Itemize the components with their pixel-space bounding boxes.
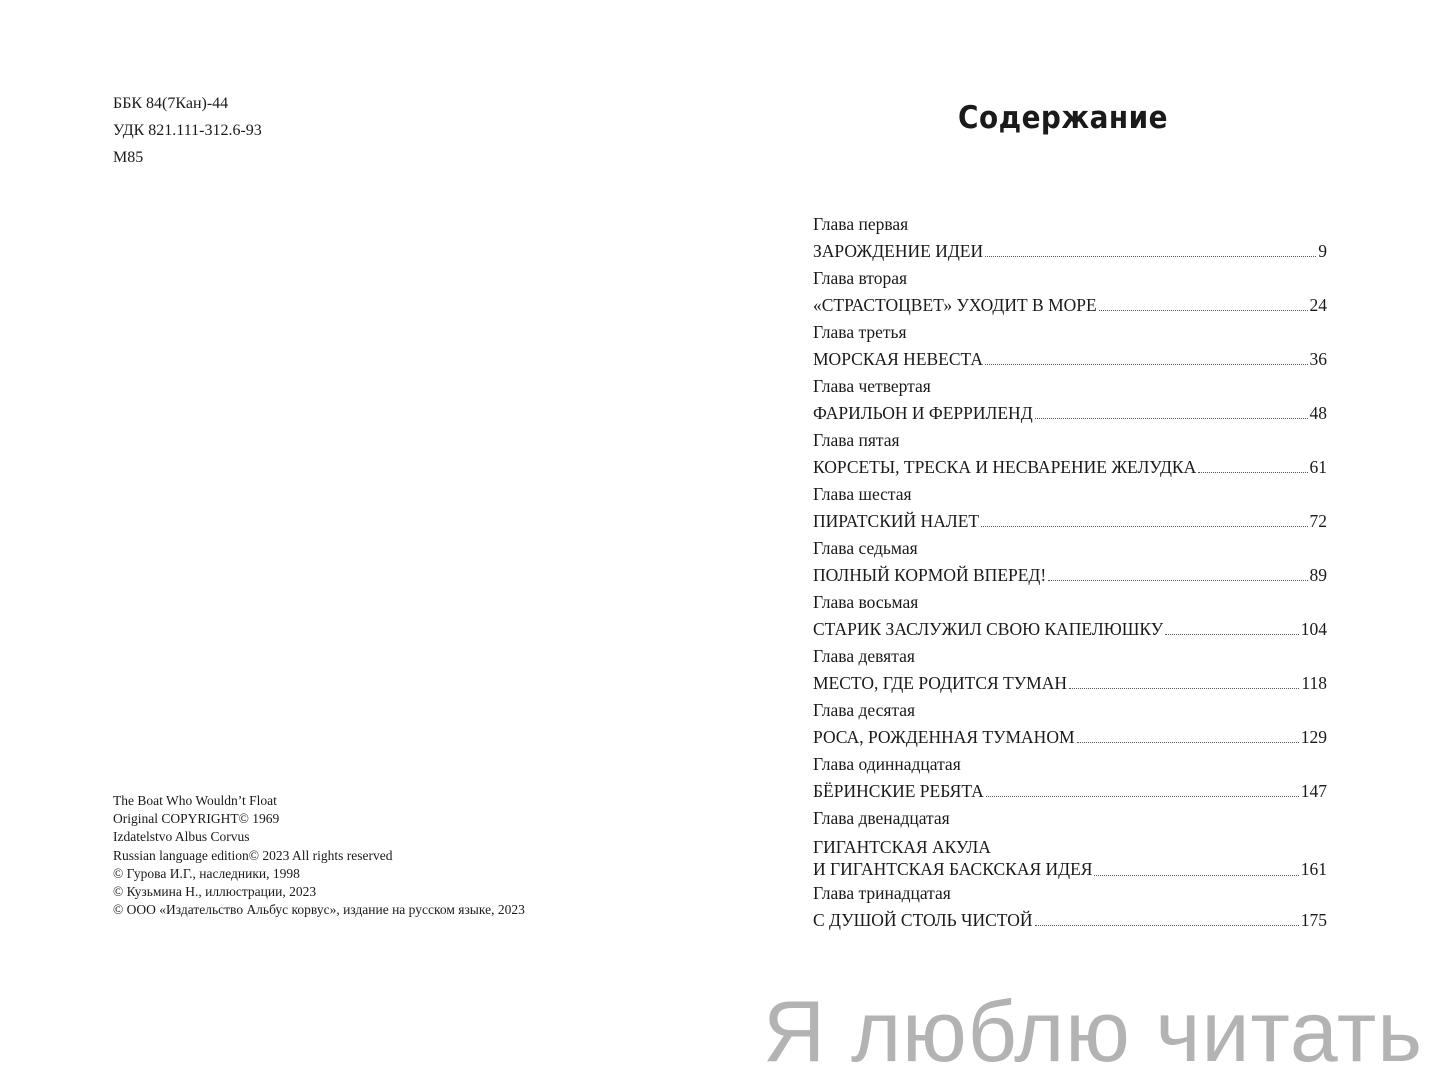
copyright-line: © Гурова И.Г., наследники, 1998	[113, 865, 300, 881]
copyright-block	[113, 792, 525, 919]
toc-entry	[813, 481, 1327, 535]
chapter-title: ПОЛНЫЙ КОРМОЙ ВПЕРЕД!	[813, 565, 1047, 585]
dot-leader	[985, 363, 1308, 365]
chapter-title: «СТРАСТОЦВЕТ» УХОДИТ В МОРЕ	[813, 295, 1097, 315]
dot-leader	[1035, 417, 1308, 419]
page-number: 147	[1300, 781, 1327, 801]
table-of-contents	[813, 211, 1327, 934]
chapter-title: РОСА, РОЖДЕННАЯ ТУМАНОМ	[813, 727, 1075, 747]
chapter-title: ПИРАТСКИЙ НАЛЕТ	[813, 511, 980, 531]
toc-entry	[813, 265, 1327, 319]
toc-line	[813, 346, 1327, 373]
chapter-label: Глава двенадцатая	[813, 808, 950, 828]
chapter-title: МЕСТО, ГДЕ РОДИТСЯ ТУМАН	[813, 673, 1067, 693]
chapter-title: ГИГАНТСКАЯ АКУЛА И ГИГАНТСКАЯ БАСКСКАЯ ИДЕЯ	[813, 837, 1093, 879]
chapter-label: Глава девятая	[813, 646, 915, 666]
copyright-line: Izdatelstvo Albus Corvus	[113, 829, 250, 845]
contents-heading: Содержание	[958, 100, 1168, 136]
page-number: 61	[1309, 457, 1327, 477]
toc-entry	[813, 880, 1327, 934]
page-number: 72	[1309, 511, 1327, 531]
toc-entry	[813, 535, 1327, 589]
chapter-label: Глава одиннадцатая	[813, 754, 961, 774]
dot-leader	[1099, 309, 1308, 311]
toc-line	[813, 238, 1327, 265]
dot-leader	[1077, 741, 1299, 743]
toc-line	[813, 724, 1327, 751]
dot-leader	[985, 255, 1316, 257]
copyright-line: © ООО «Издательство Альбус корвус», издание на русском языке, 2023	[113, 902, 525, 918]
toc-line	[813, 616, 1327, 643]
toc-line	[813, 292, 1327, 319]
page-number: 161	[1300, 859, 1327, 879]
udk-code: УДК 821.111-312.6-93	[113, 122, 262, 139]
chapter-label: Глава десятая	[813, 700, 916, 720]
toc-line	[813, 454, 1327, 481]
dot-leader	[981, 525, 1307, 527]
dot-leader	[1094, 874, 1298, 876]
chapter-title: С ДУШОЙ СТОЛЬ ЧИСТОЙ	[813, 910, 1033, 930]
toc-line	[813, 670, 1327, 697]
toc-entry	[813, 427, 1327, 481]
chapter-label: Глава вторая	[813, 268, 908, 288]
copyright-line: Original COPYRIGHT© 1969	[113, 811, 280, 827]
toc-line	[813, 508, 1327, 535]
toc-line	[813, 562, 1327, 589]
catalog-codes	[113, 90, 262, 171]
chapter-title: СТАРИК ЗАСЛУЖИЛ СВОЮ КАПЕЛЮШКУ	[813, 619, 1164, 639]
dot-leader	[1069, 687, 1299, 689]
page-number: 118	[1301, 673, 1327, 693]
chapter-title: ФАРИЛЬОН И ФЕРРИЛЕНД	[813, 403, 1033, 423]
chapter-label: Глава третья	[813, 322, 907, 342]
dot-leader	[1035, 924, 1299, 926]
dot-leader	[1048, 579, 1307, 581]
chapter-title: КОРСЕТЫ, ТРЕСКА И НЕСВАРЕНИЕ ЖЕЛУДКА	[813, 457, 1197, 477]
chapter-title: БЁРИНСКИЕ РЕБЯТА	[813, 781, 984, 801]
page-number: 129	[1300, 727, 1327, 747]
page-number: 24	[1309, 295, 1327, 315]
page-number: 175	[1300, 910, 1327, 930]
toc-entry	[813, 589, 1327, 643]
dot-leader	[1165, 633, 1299, 635]
toc-entry	[813, 211, 1327, 265]
author-mark: М85	[113, 149, 144, 166]
dot-leader	[1198, 471, 1307, 473]
toc-entry	[813, 697, 1327, 751]
bbk-code: ББК 84(7Кан)-44	[113, 95, 229, 112]
chapter-label: Глава четвертая	[813, 376, 931, 396]
toc-entry	[813, 643, 1327, 697]
chapter-label: Глава первая	[813, 214, 909, 234]
chapter-title: МОРСКАЯ НЕВЕСТА	[813, 349, 983, 369]
chapter-label: Глава восьмая	[813, 592, 919, 612]
toc-line	[813, 907, 1327, 934]
dot-leader	[986, 795, 1299, 797]
page-number: 104	[1300, 619, 1327, 639]
chapter-title: ЗАРОЖДЕНИЕ ИДЕИ	[813, 241, 984, 261]
toc-line	[813, 400, 1327, 427]
page-number: 48	[1309, 403, 1327, 423]
toc-line	[813, 778, 1327, 805]
page-number: 89	[1309, 565, 1327, 585]
watermark: Я люблю читать	[763, 984, 1424, 1080]
chapter-label: Глава тринадцатая	[813, 883, 951, 903]
toc-entry	[813, 805, 1327, 880]
toc-entry	[813, 319, 1327, 373]
copyright-line: Russian language edition© 2023 All rights reserved	[113, 847, 393, 863]
copyright-line: © Кузьмина Н., иллюстрации, 2023	[113, 884, 317, 900]
page-number: 9	[1318, 241, 1327, 261]
toc-line	[813, 832, 1327, 880]
chapter-label: Глава шестая	[813, 484, 912, 504]
copyright-line: The Boat Who Wouldn’t Float	[113, 793, 277, 808]
chapter-label: Глава седьмая	[813, 538, 918, 558]
page-number: 36	[1309, 349, 1327, 369]
chapter-label: Глава пятая	[813, 430, 900, 450]
toc-entry	[813, 373, 1327, 427]
toc-entry	[813, 751, 1327, 805]
